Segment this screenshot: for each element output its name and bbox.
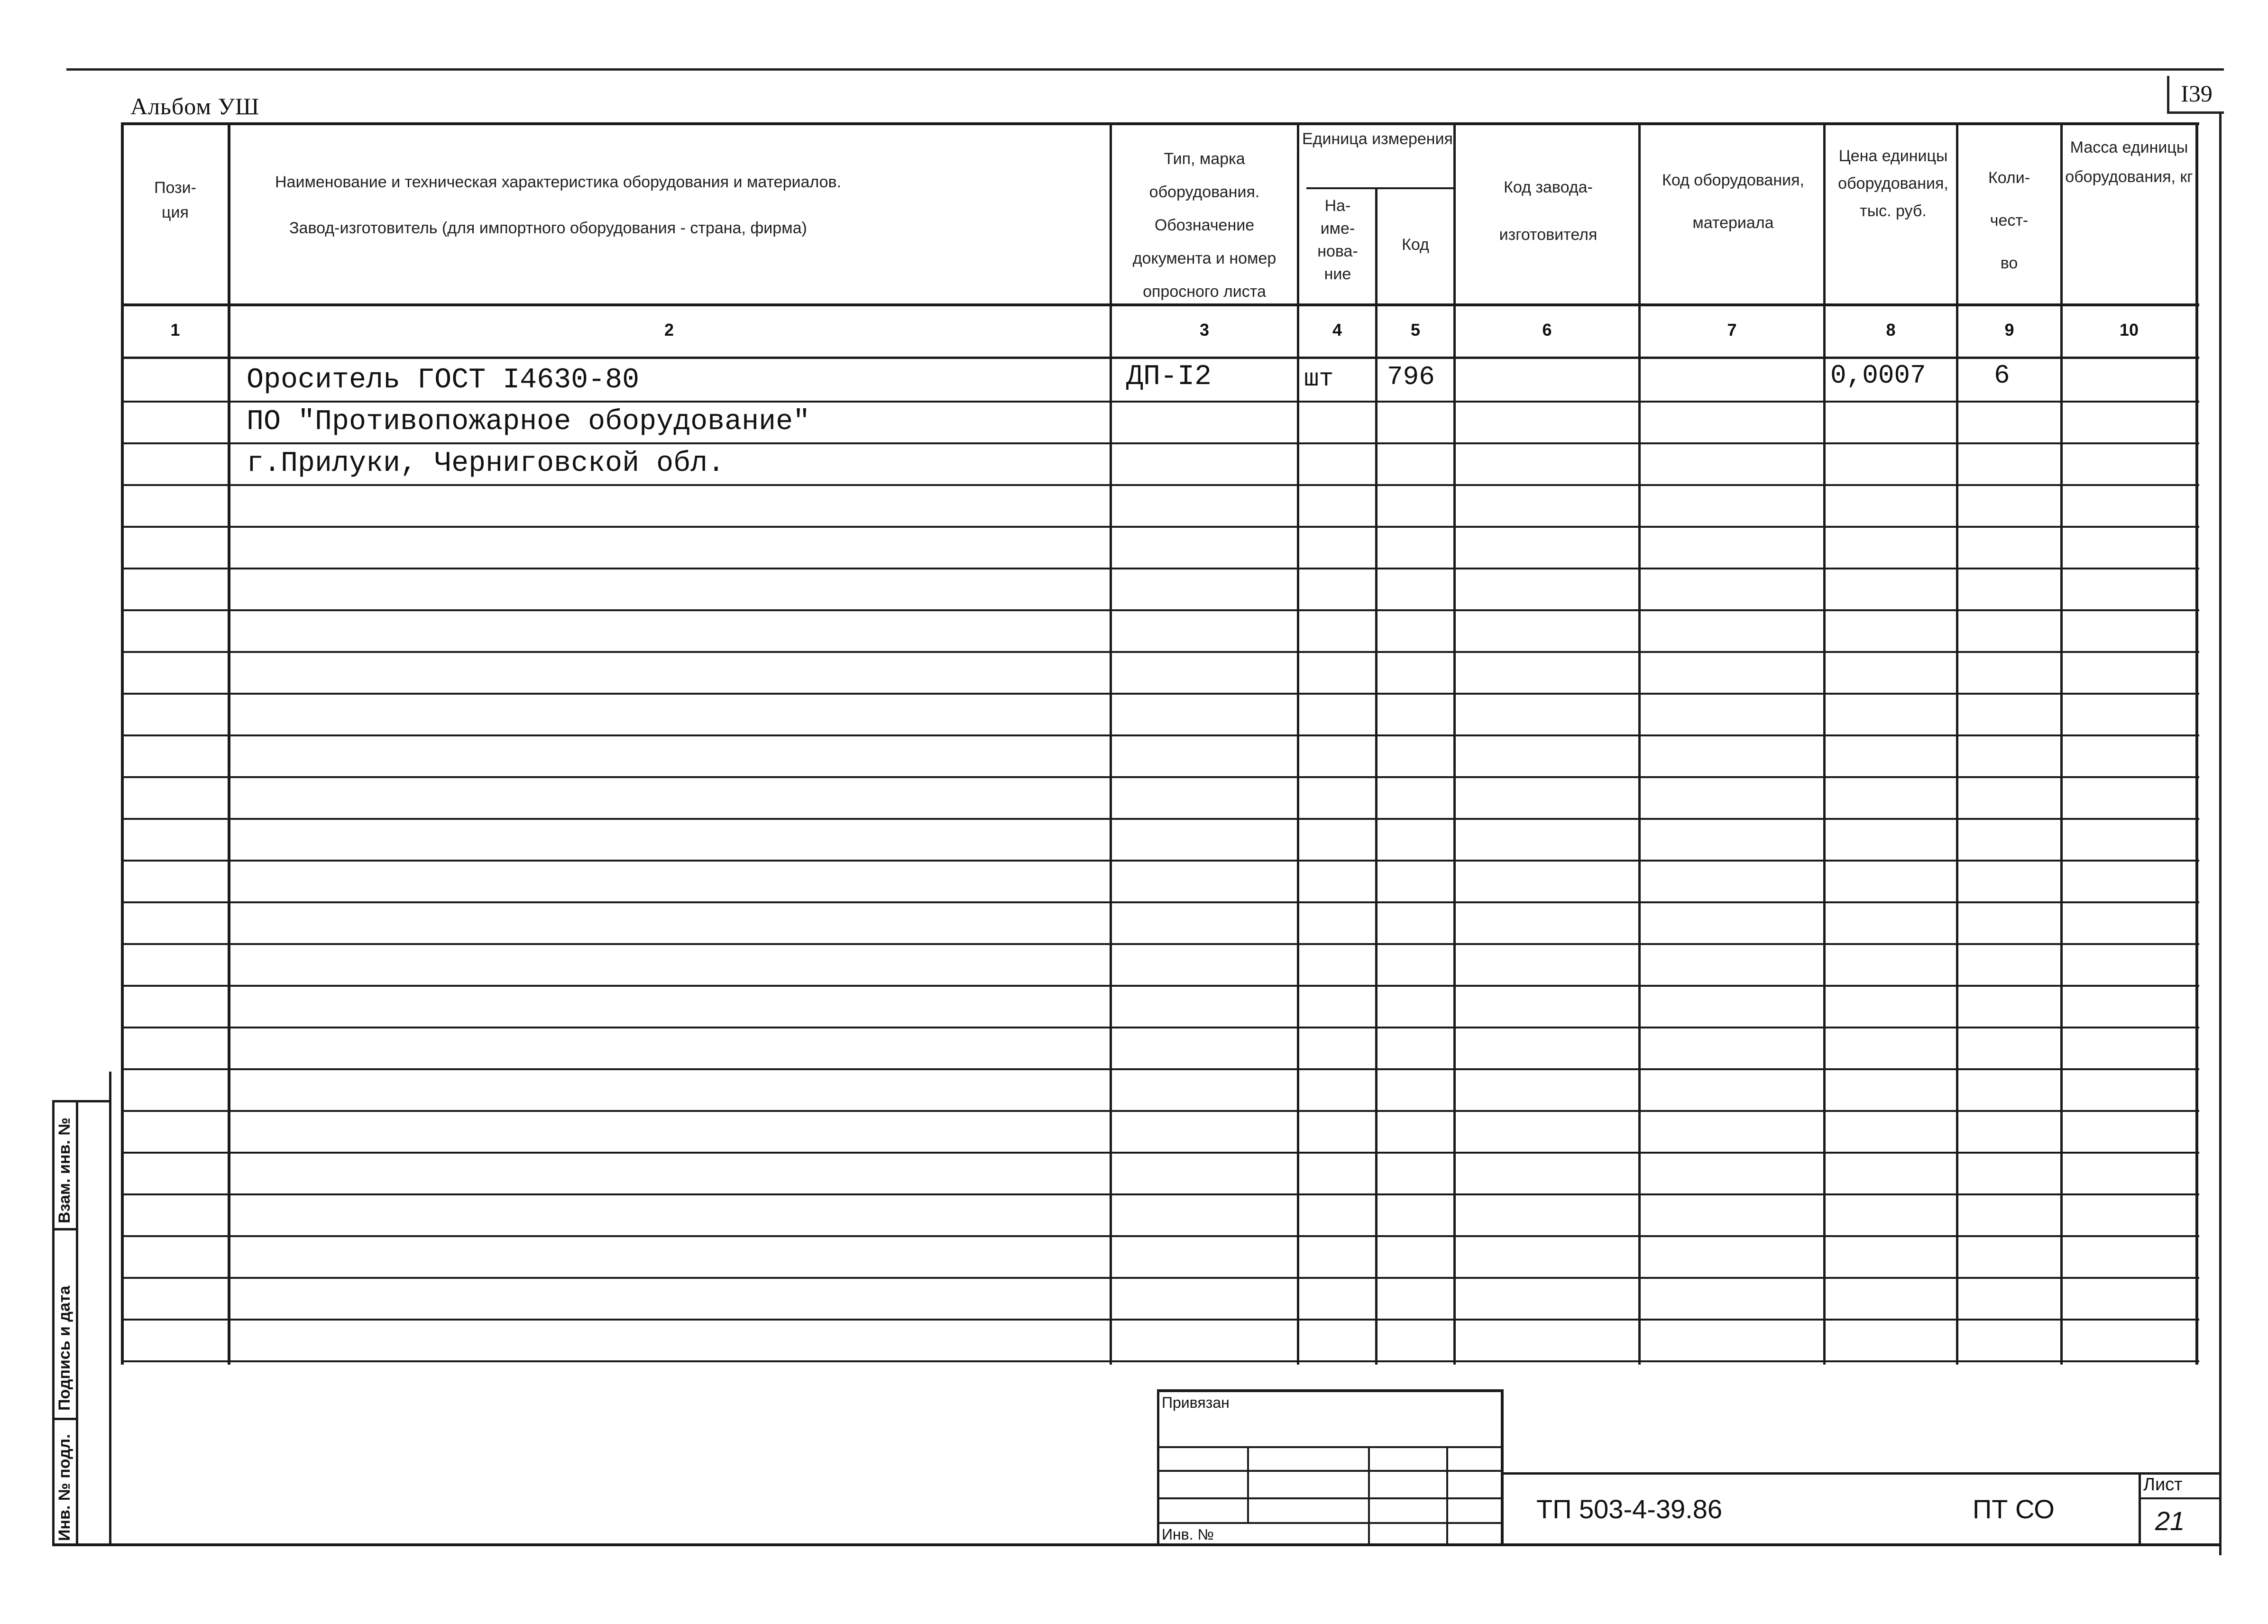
col-header-price: Цена единицы оборудования, тыс. руб.: [1838, 147, 1948, 220]
table-row-line: [122, 860, 2199, 862]
row-3-name: г.Прилуки, Черниговской обл.: [247, 448, 725, 480]
sheet-label: Лист: [2143, 1475, 2183, 1495]
col-num-10: 10: [2119, 320, 2139, 339]
col-header-equipment-code: Код оборудования, материала: [1662, 171, 1804, 232]
col-num-6: 6: [1542, 320, 1552, 339]
sheet-number: 21: [2155, 1506, 2185, 1536]
side-label-replace-inv: Взам. инв. №: [55, 1117, 73, 1223]
col-header-factory-code: Код завода-изготовителя: [1499, 178, 1598, 244]
col-header-name-line1: Наименование и техническая характеристика оборудования и материалов.: [275, 173, 842, 191]
row-1-price: 0,0007: [1830, 360, 1926, 391]
table-row-line: [122, 1277, 2199, 1279]
table-row-line: [122, 526, 2199, 528]
col-header-type: Тип, марка оборудования. Обозначение документа и номер опросного листа: [1132, 150, 1276, 301]
col-header-position: Пози- ция: [154, 179, 196, 221]
col-header-name-line2: Завод-изготовитель (для импортного оборудования - страна, фирма): [289, 219, 807, 237]
table-row-line: [122, 1193, 2199, 1195]
table-row-line: [122, 609, 2199, 611]
table-row-line: [122, 651, 2199, 653]
side-label-inv-orig: Инв. № подл.: [55, 1434, 73, 1541]
table-row-line: [122, 734, 2199, 736]
col-num-2: 2: [664, 320, 674, 339]
album-label: Альбом УШ: [130, 93, 260, 119]
table-row-line: [122, 901, 2199, 903]
table-row-line: [122, 1235, 2199, 1237]
table-row-line: [122, 943, 2199, 945]
stamp-attached-label: Привязан: [1162, 1394, 1230, 1411]
side-label-signature: Подпись и дата: [55, 1285, 73, 1411]
row-1-quantity: 6: [1994, 360, 2010, 391]
table-row-line: [122, 1152, 2199, 1154]
row-1-unit: шт: [1304, 365, 1334, 393]
unit-group-header: Единица измерения: [1302, 130, 1453, 148]
col-header-unit-name: На- име- нова- ние: [1317, 197, 1358, 283]
col-num-4: 4: [1332, 320, 1342, 339]
row-1-unit-code: 796: [1387, 362, 1435, 392]
col-num-7: 7: [1727, 320, 1737, 339]
table-row-line: [122, 693, 2199, 695]
section-code: ПТ СО: [1973, 1494, 2055, 1524]
row-2-name: ПО "Противопожарное оборудование": [247, 406, 810, 438]
table-row-line: [122, 1360, 2199, 1362]
table-row-line: [122, 1319, 2199, 1321]
table-row-line: [122, 985, 2199, 987]
document-code: ТП 503-4-39.86: [1536, 1494, 1723, 1524]
col-num-5: 5: [1410, 320, 1421, 339]
col-header-unit-code: Код: [1402, 236, 1429, 254]
col-num-1: 1: [170, 320, 180, 339]
table-row-line: [122, 818, 2199, 820]
table-row-line: [122, 1027, 2199, 1028]
table-row-line: [122, 401, 2199, 403]
corner-number: I39: [2167, 76, 2224, 114]
col-num-3: 3: [1199, 320, 1210, 339]
table-row-line: [122, 1110, 2199, 1112]
stamp-inv-label: Инв. №: [1162, 1526, 1214, 1543]
col-num-9: 9: [2004, 320, 2014, 339]
table-row-line: [122, 442, 2199, 444]
table-row-line: [122, 1068, 2199, 1070]
col-num-8: 8: [1886, 320, 1896, 339]
col-header-mass: Масса единицы оборудования, кг: [2065, 138, 2193, 186]
table-row-line: [122, 776, 2199, 778]
col-header-quantity: Коли- чест- во: [1988, 169, 2030, 272]
row-1-name: Ороситель ГОСТ I4630-80: [247, 364, 640, 396]
top-border-line: [66, 68, 2224, 71]
row-1-type: ДП-I2: [1126, 361, 1212, 393]
table-row-line: [122, 568, 2199, 569]
table-row-line: [122, 484, 2199, 486]
